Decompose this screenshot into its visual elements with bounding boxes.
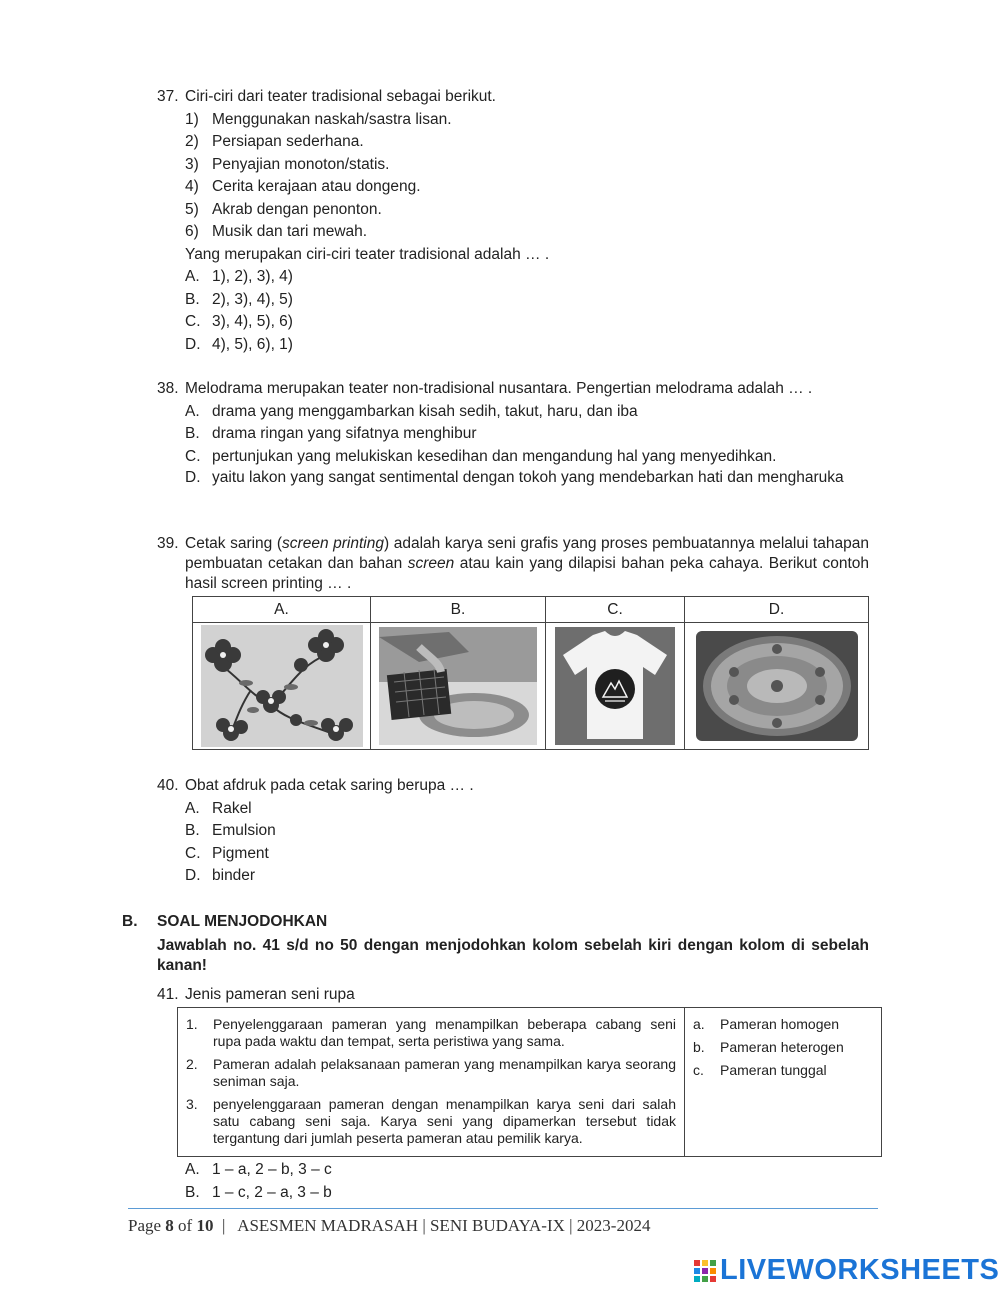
floral-print-image	[201, 625, 363, 747]
brand-name: LIVEWORKSHEETS	[720, 1254, 1000, 1286]
page-footer: Page 8 of 10 | ASESMEN MADRASAH | SENI BUDAYA-IX | 2023-2024	[128, 1216, 651, 1235]
question-number: 38.	[157, 380, 179, 397]
answer-option-d[interactable]: D. yaitu lakon yang sangat sentimental dengan tokoh yang mendebarkan hati dan mengharuka	[185, 469, 844, 486]
question-stem: Melodrama merupakan teater non-tradisional nusantara. Pengertian melodrama adalah … .	[185, 380, 813, 397]
answer-option-b[interactable]: B. Emulsion	[185, 822, 276, 839]
answer-options	[185, 798, 869, 888]
question-37	[157, 86, 869, 356]
matching-left-item: 3. penyelenggaraan pameran dengan menampilkan karya seni dari salah satu cabang seni saja. Karya seni yang dipamerkan tersebut tidak tergantung dari jumlah peserta pameran atau pemilik karya.	[186, 1096, 676, 1146]
image-option-a[interactable]	[193, 623, 371, 750]
list-item: 6) Musik dan tari mewah.	[185, 223, 368, 240]
image-options-table	[192, 596, 869, 750]
image-option-d[interactable]	[685, 623, 869, 750]
list-item: 2) Persiapan sederhana.	[185, 133, 364, 150]
question-stem: Obat afdruk pada cetak saring berupa … .	[185, 777, 474, 794]
image-option-b[interactable]	[371, 623, 546, 750]
question-number: 41.	[157, 986, 179, 1003]
tshirt-print-image	[555, 627, 675, 745]
matching-right-column	[685, 1008, 881, 1079]
answer-option-d[interactable]: D. binder	[185, 867, 256, 884]
column-header-b: B.	[371, 597, 546, 623]
question-stem: Ciri-ciri dari teater tradisional sebagai berikut.	[185, 88, 496, 105]
matching-right-item: b. Pameran heterogen	[693, 1039, 844, 1055]
question-38	[157, 378, 869, 488]
answer-option-b[interactable]: B. drama ringan yang sifatnya menghibur	[185, 425, 477, 442]
image-option-c[interactable]	[546, 623, 685, 750]
answer-options	[185, 266, 869, 356]
circular-ornament-print-image	[694, 627, 860, 745]
column-header-d: D.	[685, 597, 869, 623]
question-41	[157, 984, 869, 1007]
matching-table	[177, 1007, 882, 1157]
list-item: 4) Cerita kerajaan atau dongeng.	[185, 178, 421, 195]
answer-option-c[interactable]: C. Pigment	[185, 844, 269, 862]
matching-left-column	[178, 1008, 685, 1156]
column-header-c: C.	[546, 597, 685, 623]
answer-option-c[interactable]: C. 3), 4), 5), 6)	[185, 313, 293, 330]
answer-option-d[interactable]: D. 4), 5), 6), 1)	[185, 335, 293, 353]
answer-option-a[interactable]: A. Rakel	[185, 799, 252, 817]
matching-right-item: c. Pameran tunggal	[693, 1062, 827, 1078]
question-number: 40.	[157, 777, 179, 794]
answer-options	[185, 401, 869, 489]
question-number: 37.	[157, 88, 179, 105]
question-prompt: Yang merupakan ciri-ciri teater tradisional adalah … .	[185, 245, 550, 263]
answer-option-b[interactable]: B. 1 – c, 2 – a, 3 – b	[185, 1183, 332, 1201]
matching-left-item: 1. Penyelenggaraan pameran yang menampilkan beberapa cabang seni rupa pada waktu dan tempat, serta peristiwa yang sama.	[186, 1016, 676, 1049]
answer-option-a[interactable]: A. 1 – a, 2 – b, 3 – c	[185, 1161, 332, 1178]
list-item: 5) Akrab dengan penonton.	[185, 200, 382, 218]
answer-option-b[interactable]: B. 2), 3), 4), 5)	[185, 290, 293, 308]
answer-option-a[interactable]: A. 1), 2), 3), 4)	[185, 268, 293, 285]
logo-grid-icon	[694, 1260, 716, 1282]
question-number: 39.	[157, 535, 179, 552]
column-header-a: A.	[193, 597, 371, 623]
section-heading: B. SOAL MENJODOHKAN	[122, 913, 328, 930]
list-item: 3) Penyajian monoton/statis.	[185, 155, 390, 173]
answer-option-c[interactable]: C. pertunjukan yang melukiskan kesedihan dan mengandung hal yang menyedihkan.	[185, 447, 777, 465]
answer-options	[185, 1159, 869, 1204]
question-stem: Jenis pameran seni rupa	[185, 986, 355, 1003]
list-item: 1) Menggunakan naskah/sastra lisan.	[185, 110, 452, 128]
section-b	[122, 912, 869, 976]
question-41-options	[157, 1159, 869, 1204]
liveworksheets-logo[interactable]	[694, 1254, 999, 1287]
statement-list	[185, 109, 869, 244]
answer-option-a[interactable]: A. drama yang menggambarkan kisah sedih, takut, haru, dan iba	[185, 402, 638, 420]
question-stem: Cetak saring (screen printing) adalah karya seni grafis yang proses pembuatannya melalui tahapan pembuatan cetakan dan bahan screen atau kain yang dilapisi bahan peka cahaya. Berikut contoh hasil screen printing … .	[185, 535, 870, 592]
question-40	[157, 775, 869, 888]
section-instruction: Jawablah no. 41 s/d no 50 dengan menjodohkan kolom sebelah kiri dengan kolom di sebelah kanan!	[157, 937, 869, 974]
footer-divider	[128, 1208, 878, 1209]
screen-printing-process-image	[379, 627, 537, 745]
matching-right-item: a. Pameran homogen	[693, 1016, 840, 1032]
question-39	[157, 534, 869, 594]
matching-left-item: 2. Pameran adalah pelaksanaan pameran yang menampilkan karya seorang seniman saja.	[186, 1056, 676, 1089]
